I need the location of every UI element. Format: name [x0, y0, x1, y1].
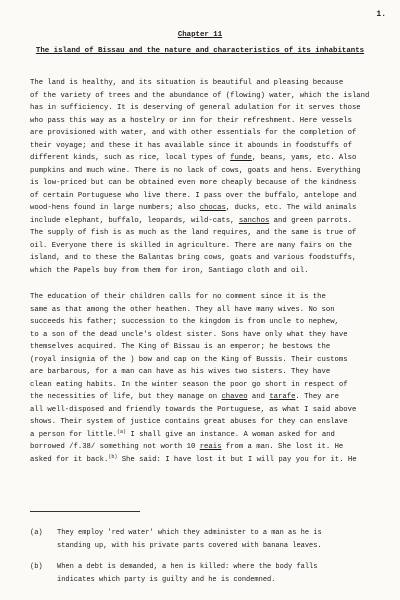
text-run: . They are	[295, 393, 339, 401]
text-line	[30, 391, 375, 404]
text-line	[30, 177, 375, 190]
emphasized-term: tarafe	[269, 393, 296, 401]
text-run: , beans, yams, etc. Also	[251, 154, 357, 162]
footnote-a	[30, 527, 380, 552]
text-run: succeeds his father; succession to the kingdom is from uncle to nephew,	[30, 318, 339, 326]
footnote-rule	[30, 511, 140, 512]
text-line	[30, 441, 375, 454]
text-run: I shall give an instance. A woman asked for and	[126, 430, 335, 439]
text-line	[30, 152, 375, 165]
footnote-ref: (b)	[108, 453, 118, 460]
text-run: same as that among the other heathen. They all have many wives. No son	[30, 305, 335, 314]
text-run: their voyage; and these it has available since it abounds in foodstuffs of	[30, 141, 352, 150]
chapter-heading: Chapter 11	[177, 31, 223, 39]
text-run: She said: I have lost it but I will pay you for it. He	[117, 455, 357, 464]
text-run: wood-hens found in large numbers; also	[30, 204, 200, 212]
text-run: who pass this way as a hostelry or inn for their refreshment. Here vessels	[30, 116, 352, 125]
text-run: which the Papels buy from them for iron, Santiago cloth and oil.	[30, 266, 309, 275]
text-run: and green parrots.	[269, 216, 352, 225]
paragraph-2	[30, 291, 375, 466]
text-line	[30, 316, 375, 329]
footnote-a-line: They employ 'red water' which they administer to a man as he is	[57, 529, 322, 537]
footnote-b	[30, 561, 380, 586]
text-run: of certain Portuguese who live there. I pass over the buffalo, antelope and	[30, 191, 357, 200]
text-line	[30, 227, 375, 240]
text-line	[30, 429, 375, 442]
text-run: pumpkins and much wine. There is no lack of cows, goats and hens. Everything	[30, 166, 361, 175]
text-line	[30, 404, 375, 417]
text-line	[30, 115, 375, 128]
text-run: , ducks, etc. The wild animals	[225, 204, 357, 212]
text-line	[30, 102, 375, 115]
text-line	[30, 90, 375, 103]
emphasized-term: chaveo	[221, 393, 248, 401]
text-run: The supply of fish is as much as the land requires, and the same is true of	[30, 229, 357, 237]
text-run: themselves acquired. The King of Bissau is an emperor; he bestows the	[30, 343, 331, 351]
text-line	[30, 252, 375, 265]
text-line	[30, 190, 375, 203]
text-run: of the variety of trees and the abundance of (flowing) water, which the island	[30, 91, 370, 100]
text-run: all well-disposed and friendly towards the Portuguese, as what I said above	[30, 405, 357, 414]
text-line	[30, 77, 375, 90]
footnote-b-line: When a debt is demanded, a hen is killed: where the body falls	[57, 563, 318, 571]
text-line	[30, 354, 375, 367]
text-run: to a son of the dead uncle's oldest sister. Sons have only what they have	[30, 330, 348, 339]
emphasized-term: sanchos	[238, 216, 270, 225]
text-line	[30, 265, 375, 278]
text-run: include elephant, buffalo, leopards, wild-cats,	[30, 216, 239, 225]
text-run: has in sufficiency. It is deserving of general adulation for it serves those	[30, 104, 361, 112]
text-run: from a man. She lost it. He	[221, 443, 344, 451]
text-run: are barbarous, for a man can have as his wives two sisters. They have	[30, 368, 331, 376]
footnote-a-line: standing up, with his private parts covered with banana leaves.	[57, 541, 322, 550]
text-line	[30, 454, 375, 467]
text-run: island, and to these the Balantas bring cows, goats and various foodstuffs,	[30, 254, 357, 262]
text-line	[30, 291, 375, 304]
text-run: different kinds, such as rice, local types of	[30, 154, 231, 162]
text-line	[30, 140, 375, 153]
text-run: the necessities of life, but they manage on	[30, 393, 222, 401]
text-run: The education of their children calls for no comment since it is the	[30, 293, 326, 301]
text-run: The land is healthy, and its situation is beautiful and pleasing because	[30, 79, 344, 87]
footnote-b-mark: (b)	[30, 563, 43, 571]
text-run: oil. Everyone there is skilled in agriculture. There are many fairs on the	[30, 241, 352, 250]
text-run: clean eating habits. In the winter season the poor go short in respect of	[30, 380, 348, 389]
text-line	[30, 215, 375, 228]
text-line	[30, 127, 375, 140]
text-line	[30, 416, 375, 429]
footnote-ref: (a)	[117, 428, 127, 435]
emphasized-term: reais	[199, 443, 222, 451]
text-run: a person for little.	[30, 430, 118, 439]
footnote-b-line: indicates which party is guilty and he is condemned.	[57, 575, 276, 584]
emphasized-term: funde	[230, 154, 252, 162]
text-line	[30, 366, 375, 379]
text-line	[30, 379, 375, 392]
page-number: 1.	[376, 10, 386, 19]
text-run: asked for it back.	[30, 455, 109, 464]
text-line	[30, 304, 375, 317]
text-run: shows. Their system of justice contains great abuses for they can enslave	[30, 418, 348, 426]
text-run: is low-priced but can be obtained even more cheaply because of the kindness	[30, 179, 357, 187]
emphasized-term: chocas	[199, 204, 226, 212]
chapter-title: The island of Bissau and the nature and characteristics of its inhabitants	[35, 47, 365, 55]
text-run: borrowed /f.38/ something not worth 10	[30, 443, 200, 451]
text-run: are provisioned with water, and with other essentials for the completion of	[30, 129, 357, 137]
footnote-a-mark: (a)	[30, 529, 43, 537]
text-line	[30, 341, 375, 354]
text-line	[30, 240, 375, 253]
text-run: and	[247, 393, 270, 401]
text-line	[30, 202, 375, 215]
text-line	[30, 329, 375, 342]
text-line	[30, 165, 375, 178]
text-run: (royal insignia of the ) bow and cap on the King of Bussis. Their customs	[30, 355, 348, 364]
paragraph-1	[30, 77, 375, 277]
